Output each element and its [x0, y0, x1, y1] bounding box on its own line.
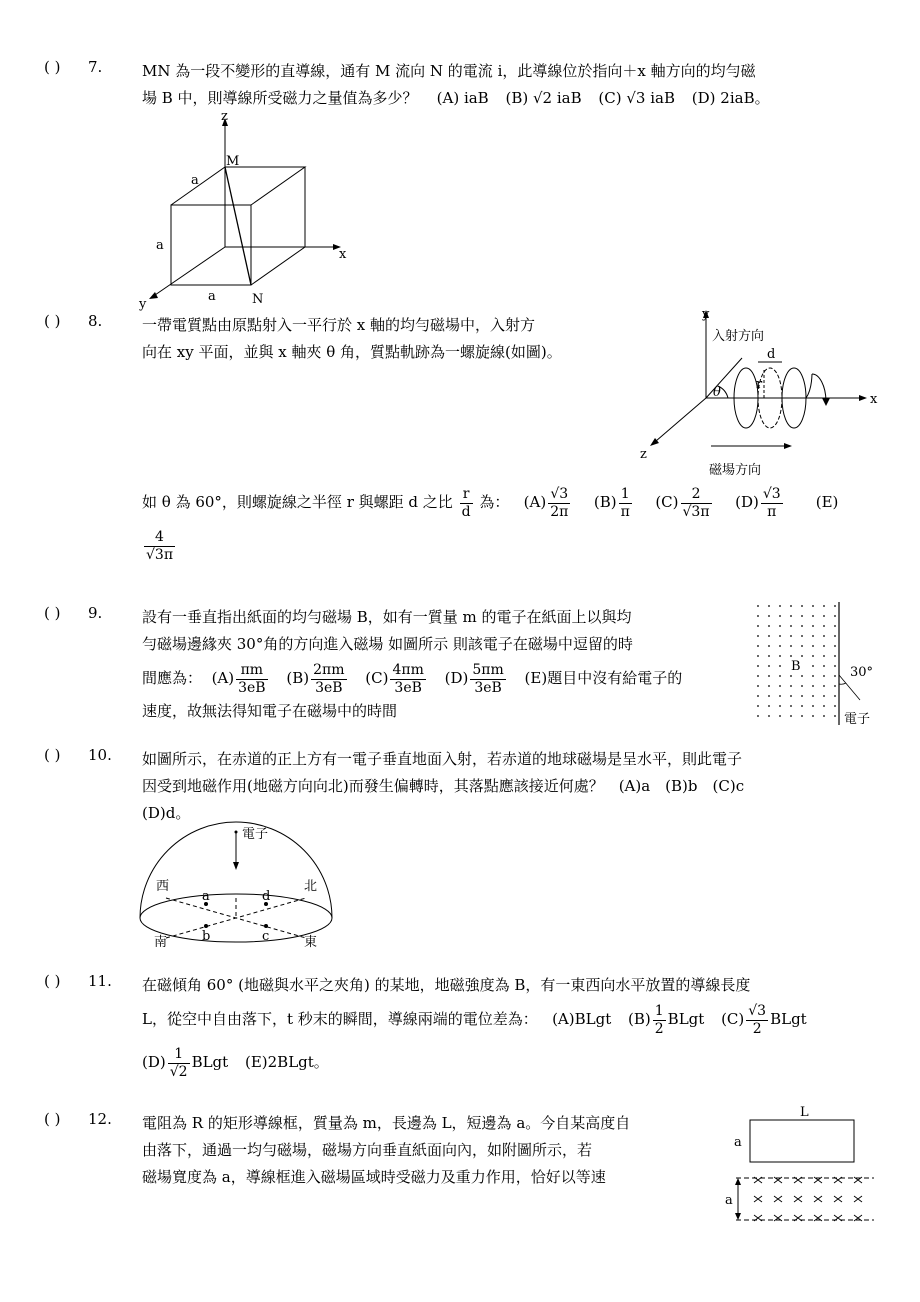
- field-dot: [768, 655, 770, 657]
- option-c: (C) $\frac{√3}{2}$ BLgt: [721, 1002, 807, 1037]
- field-dot: [823, 645, 825, 647]
- field-dot: [812, 705, 814, 707]
- field-label: B: [791, 659, 801, 674]
- z-axis-label: z: [221, 109, 228, 124]
- edge-label: a: [208, 289, 216, 304]
- field-dot: [757, 625, 759, 627]
- field-dot: [779, 635, 781, 637]
- option-b: (B) $\frac{1}{\pi}$: [593, 485, 630, 520]
- q12-line3: 磁場寬度為 a，導線框進入磁場區域時受磁力及重力作用，恰好以等速: [142, 1168, 606, 1186]
- q7-line1: MN 為一段不變形的直導線，通有 M 流向 N 的電流 i，此導線位於指向＋x 軸方向的均勻磁: [142, 62, 756, 80]
- option-e: (E)2BLgt。: [244, 1053, 329, 1071]
- field-dot: [790, 655, 792, 657]
- field-dot: [779, 655, 781, 657]
- q11-line1: 在磁傾角 60° (地磁與水平之夾角) 的某地，地磁強度為 B，有一東西向水平放置的導線長度: [142, 976, 751, 994]
- field-dot: [768, 715, 770, 717]
- field-dot: [834, 685, 836, 687]
- hemisphere-figure: [136, 818, 336, 956]
- field-dot: [834, 635, 836, 637]
- field-cross: [794, 1177, 802, 1183]
- option-c: (C) $\frac{2}{√3\pi}$: [655, 485, 710, 520]
- field-dot: [757, 635, 759, 637]
- field-dot: [768, 605, 770, 607]
- question-number: 8.: [88, 312, 103, 330]
- question-number: 11.: [88, 972, 112, 990]
- field-dot: [790, 635, 792, 637]
- field-dot: [823, 605, 825, 607]
- angle-label: 30°: [850, 665, 874, 680]
- question-number: 9.: [88, 604, 103, 622]
- field-dot: [823, 695, 825, 697]
- field-dot: [790, 715, 792, 717]
- field-dot: [834, 625, 836, 627]
- field-dot: [768, 665, 770, 667]
- field-dot: [812, 645, 814, 647]
- north-label: 北: [304, 879, 318, 894]
- point-m-label: M: [226, 154, 240, 169]
- question-number: 7.: [88, 58, 103, 76]
- field-dot: [801, 655, 803, 657]
- q12-line2: 由落下，通過一均勻磁場，磁場方向垂直紙面向內，如附圖所示，若: [142, 1141, 593, 1159]
- field-dot: [823, 615, 825, 617]
- field-dot: [779, 645, 781, 647]
- option-d: (D) $\frac{5\pi m}{3eB}$: [444, 661, 504, 696]
- field-dot: [801, 625, 803, 627]
- option-e: (E)題目中沒有給電子的: [524, 669, 683, 687]
- answer-blank[interactable]: ( ): [44, 312, 61, 330]
- question-text: [142, 58, 882, 112]
- frame-figure: [725, 1102, 878, 1226]
- field-dot: [790, 625, 792, 627]
- point-n-label: N: [252, 292, 264, 307]
- field-dot: [757, 675, 759, 677]
- option-c: (C) √3 iaB: [598, 89, 676, 107]
- west-label: 西: [156, 879, 170, 894]
- q12-line1: 電阻為 R 的矩形導線框，質量為 m，長邊為 L，短邊為 a。今自某高度自: [142, 1114, 631, 1132]
- field-dot: [779, 615, 781, 617]
- field-dot: [812, 635, 814, 637]
- field-cross: [754, 1177, 762, 1183]
- electron-label: 電子: [844, 712, 871, 727]
- question-number: 10.: [88, 746, 112, 764]
- field-width-label: a: [725, 1193, 733, 1208]
- answer-blank[interactable]: ( ): [44, 1110, 61, 1128]
- field-dot: [779, 665, 781, 667]
- east-label: 東: [304, 935, 318, 950]
- field-dot: [812, 665, 814, 667]
- field-dot: [768, 645, 770, 647]
- q10-line3: (D)d。: [142, 804, 191, 822]
- field-dot: [812, 715, 814, 717]
- field-dot: [801, 715, 803, 717]
- field-cross: [754, 1196, 762, 1202]
- field-cross: [834, 1215, 842, 1221]
- field-dot: [801, 605, 803, 607]
- field-dot: [779, 625, 781, 627]
- field-dot: [812, 685, 814, 687]
- field-dot: [834, 645, 836, 647]
- field-dot: [823, 625, 825, 627]
- cube-figure: [135, 109, 365, 312]
- field-dot: [757, 655, 759, 657]
- q7-line2: 場 B 中，則導線所受磁力之量值為多少？ (A) iaB (B) √2 iaB (C) √3 iaB (D) 2iaB。: [142, 89, 770, 107]
- field-dot: [812, 605, 814, 607]
- field-dot: [823, 635, 825, 637]
- pitch-label: d: [767, 347, 776, 362]
- field-dot: [834, 665, 836, 667]
- edge-label: a: [191, 173, 199, 188]
- y-axis-label: y: [702, 307, 710, 322]
- incident-direction-label: 入射方向: [712, 329, 765, 344]
- field-dot: [790, 685, 792, 687]
- q10-line1: 如圖所示，在赤道的正上方有一電子垂直地面入射，若赤道的地球磁場是呈水平，則此電子: [142, 750, 743, 768]
- field-cross: [814, 1196, 822, 1202]
- option-d: (D) $\frac{√3}{\pi}$: [735, 485, 781, 520]
- q8-line2: 向在 xy 平面，並與 x 軸夾 θ 角，質點軌跡為一螺旋線(如圖)。: [142, 343, 562, 361]
- field-dot: [801, 645, 803, 647]
- field-dot: [768, 635, 770, 637]
- option-b: (B) √2 iaB: [505, 89, 582, 107]
- edge-label: a: [156, 238, 164, 253]
- option-a: (A) $\frac{√3}{2\pi}$: [523, 485, 569, 520]
- field-dot: [823, 705, 825, 707]
- answer-blank[interactable]: ( ): [44, 972, 61, 990]
- q10-line2: 因受到地磁作用(地磁方向向北)而發生偏轉時，其落點應該接近何處？ (A)a (B)b (C)c: [142, 777, 745, 795]
- radius-label: r: [756, 377, 763, 392]
- q9-line4: 速度，故無法得知電子在磁場中的時間: [142, 702, 398, 720]
- field-dot: [790, 605, 792, 607]
- field-dot: [834, 615, 836, 617]
- field-dot: [834, 695, 836, 697]
- field-dots-figure: [750, 600, 880, 730]
- field-dot: [801, 675, 803, 677]
- field-cross: [794, 1196, 802, 1202]
- field-dot: [823, 665, 825, 667]
- question-number: 12.: [88, 1110, 112, 1128]
- field-dot: [812, 655, 814, 657]
- field-dot: [823, 675, 825, 677]
- q9-line3: 間應為： (A) $\frac{\pi m}{3eB}$ (B) $\frac{2\pi m}{3eB}$ (C) $\frac{4\pi m}{3eB}$ (D) $\frac{5\pi m}{3eB}$ (E)題目中沒有給電子的: [142, 661, 683, 696]
- field-dot: [790, 645, 792, 647]
- field-dot: [812, 615, 814, 617]
- field-cross: [834, 1196, 842, 1202]
- z-axis-label: z: [640, 447, 647, 462]
- q9-line2: 勻磁場邊緣夾 30°角的方向進入磁場 如圖所示 則該電子在磁場中逗留的時: [142, 635, 633, 653]
- point-d-label: d: [262, 889, 271, 904]
- field-dot: [757, 705, 759, 707]
- answer-blank[interactable]: ( ): [44, 58, 61, 76]
- field-cross: [834, 1177, 842, 1183]
- field-dot: [823, 685, 825, 687]
- field-dot: [834, 675, 836, 677]
- theta-label: θ: [713, 385, 721, 400]
- ratio-fraction: $\frac{r}{d}$: [461, 485, 471, 520]
- q11-line2: L，從空中自由落下，t 秒末的瞬間，導線兩端的電位差為： (A)BLgt (B) $\frac{1}{2}$ BLgt (C) $\frac{√3}{2}$ BLgt: [142, 1002, 807, 1037]
- field-dot: [757, 695, 759, 697]
- field-dot: [757, 685, 759, 687]
- field-dot: [779, 715, 781, 717]
- field-dot: [790, 615, 792, 617]
- field-dot: [801, 695, 803, 697]
- y-axis-label: y: [139, 297, 147, 312]
- field-dot: [801, 615, 803, 617]
- field-dot: [812, 675, 814, 677]
- field-dot: [790, 705, 792, 707]
- length-label: L: [800, 1105, 809, 1120]
- option-e: $\frac{4}{√3\pi}$: [146, 529, 174, 563]
- field-dot: [768, 675, 770, 677]
- q11-line3: [142, 1039, 887, 1085]
- field-dot: [823, 715, 825, 717]
- short-side-label: a: [734, 1135, 742, 1150]
- field-dot: [812, 695, 814, 697]
- electron-label: 電子: [242, 827, 269, 842]
- option-a: (A)BLgt: [552, 1010, 612, 1028]
- point-a-label: a: [202, 889, 210, 904]
- field-dot: [790, 675, 792, 677]
- field-dot: [757, 665, 759, 667]
- field-dot: [768, 625, 770, 627]
- field-cross: [794, 1215, 802, 1221]
- option-a: (A) iaB: [436, 89, 489, 107]
- point-c-label: c: [262, 929, 270, 944]
- field-dot: [834, 605, 836, 607]
- answer-blank[interactable]: ( ): [44, 604, 61, 622]
- field-dot: [768, 705, 770, 707]
- answer-blank[interactable]: ( ): [44, 746, 61, 764]
- field-dot: [768, 685, 770, 687]
- field-dot: [768, 615, 770, 617]
- field-dot: [779, 705, 781, 707]
- field-dot: [757, 715, 759, 717]
- option-d: (D) 2iaB。: [691, 89, 770, 107]
- x-axis-label: x: [870, 392, 878, 407]
- field-dot: [768, 695, 770, 697]
- field-dot: [834, 715, 836, 717]
- field-dot: [757, 615, 759, 617]
- option-e-label: (E): [815, 493, 839, 511]
- field-dot: [834, 705, 836, 707]
- field-direction-label: 磁場方向: [709, 463, 762, 478]
- field-cross: [774, 1196, 782, 1202]
- field-dot: [812, 625, 814, 627]
- field-dot: [757, 645, 759, 647]
- q9-line1: 設有一垂直指出紙面的均勻磁場 B，如有一質量 m 的電子在紙面上以與均: [142, 608, 632, 626]
- field-dot: [779, 605, 781, 607]
- field-cross: [854, 1196, 862, 1202]
- option-b: (B) $\frac{1}{2}$ BLgt: [628, 1002, 705, 1037]
- field-dot: [801, 635, 803, 637]
- q8-line1: 一帶電質點由原點射入一平行於 x 軸的均勻磁場中，入射方: [142, 316, 535, 334]
- option-a: (A) $\frac{\pi m}{3eB}$: [211, 661, 266, 696]
- south-label: 南: [154, 935, 168, 950]
- point-b-label: b: [202, 929, 211, 944]
- field-dot: [757, 605, 759, 607]
- field-cross: [754, 1215, 762, 1221]
- field-dot: [779, 685, 781, 687]
- field-dot: [823, 655, 825, 657]
- field-dot: [790, 695, 792, 697]
- field-dot: [779, 675, 781, 677]
- option-c: (C) $\frac{4\pi m}{3eB}$: [365, 661, 424, 696]
- field-dot: [834, 655, 836, 657]
- option-b: (B) $\frac{2\pi m}{3eB}$: [286, 661, 345, 696]
- option-d: (D) $\frac{1}{√2}$ BLgt: [142, 1045, 229, 1080]
- x-axis-label: x: [339, 247, 347, 262]
- field-dot: [801, 705, 803, 707]
- field-dot: [801, 685, 803, 687]
- helix-figure: [636, 306, 886, 478]
- field-dot: [779, 695, 781, 697]
